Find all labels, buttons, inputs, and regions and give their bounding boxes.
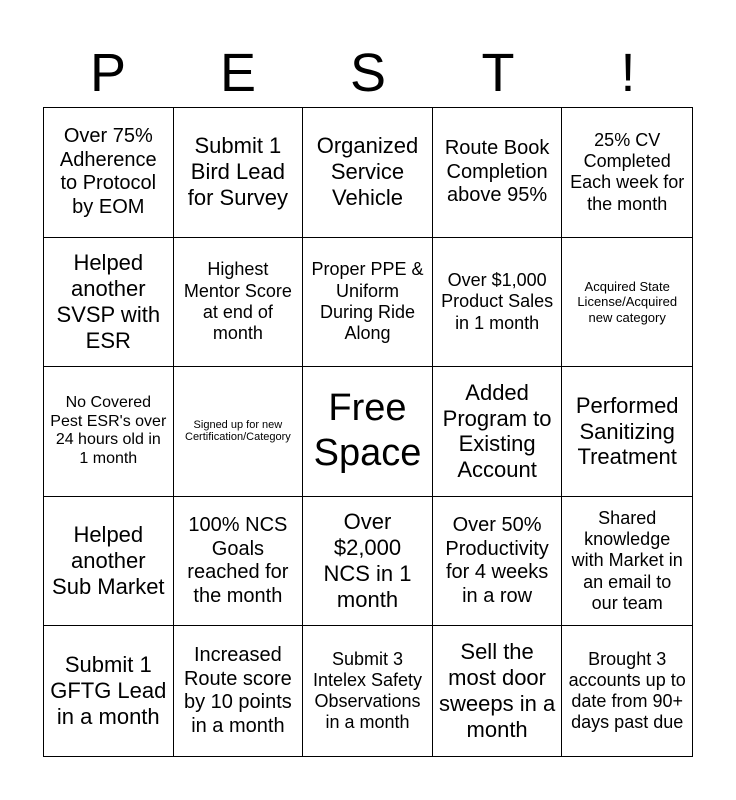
bingo-cell-r2c4[interactable]: Over $1,000 Product Sales in 1 month	[433, 238, 563, 368]
header-letter-p: P	[89, 43, 127, 103]
bingo-cell-r4c3[interactable]: Over $2,000 NCS in 1 month	[303, 497, 433, 627]
bingo-board	[43, 107, 693, 757]
header-letter-e: E	[219, 43, 257, 103]
bingo-cell-r4c1[interactable]: Helped another Sub Market	[44, 497, 174, 627]
bingo-cell-r5c4[interactable]: Sell the most door sweeps in a month	[433, 626, 563, 756]
bingo-header	[43, 40, 693, 106]
bingo-cell-r2c2[interactable]: Highest Mentor Score at end of month	[174, 238, 304, 368]
bingo-cell-r5c3[interactable]: Submit 3 Intelex Safety Observations in a month	[303, 626, 433, 756]
free-space-cell[interactable]: Free Space	[303, 367, 433, 497]
bingo-cell-r3c1[interactable]: No Covered Pest ESR's over 24 hours old in 1 month	[44, 367, 174, 497]
bingo-cell-r1c3[interactable]: Organized Service Vehicle	[303, 108, 433, 238]
bingo-cell-r4c2[interactable]: 100% NCS Goals reached for the month	[174, 497, 304, 627]
bingo-cell-r4c4[interactable]: Over 50% Productivity for 4 weeks in a row	[433, 497, 563, 627]
header-letter-t: T	[481, 43, 515, 103]
bingo-cell-r4c5[interactable]: Shared knowledge with Market in an email to our team	[562, 497, 692, 627]
bingo-cell-r1c2[interactable]: Submit 1 Bird Lead for Survey	[174, 108, 304, 238]
bingo-cell-r3c2[interactable]: Signed up for new Certification/Category	[174, 367, 304, 497]
bingo-cell-r1c4[interactable]: Route Book Completion above 95%	[433, 108, 563, 238]
bingo-cell-r5c1[interactable]: Submit 1 GFTG Lead in a month	[44, 626, 174, 756]
bingo-cell-r1c1[interactable]: Over 75% Adherence to Protocol by EOM	[44, 108, 174, 238]
bingo-cell-r2c1[interactable]: Helped another SVSP with ESR	[44, 238, 174, 368]
bingo-cell-r5c5[interactable]: Brought 3 accounts up to date from 90+ days past due	[568, 648, 686, 733]
bingo-cell-r3c5[interactable]: Performed Sanitizing Treatment	[562, 367, 692, 497]
bingo-cell-r1c5[interactable]: 25% CV Completed Each week for the month	[562, 108, 692, 238]
bingo-cell-r2c3[interactable]: Proper PPE & Uniform During Ride Along	[303, 238, 433, 368]
bingo-cell-r2c5[interactable]: Acquired State License/Acquired new category	[562, 238, 692, 368]
bingo-cell-r5c2[interactable]: Increased Route score by 10 points in a month	[174, 626, 304, 756]
header-letter-s: S	[349, 43, 387, 103]
header-letter-exclamation: !	[620, 43, 636, 103]
bingo-cell-r3c4[interactable]: Added Program to Existing Account	[433, 367, 563, 497]
